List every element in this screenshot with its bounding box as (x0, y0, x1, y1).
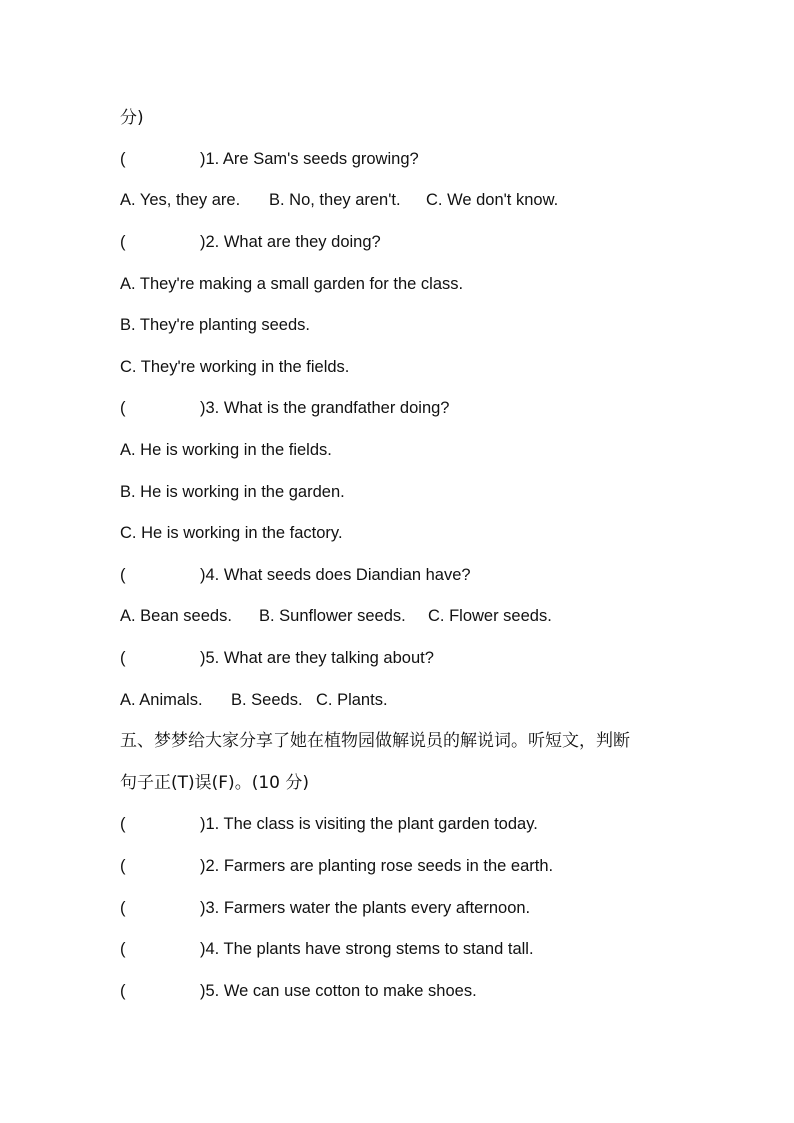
option-a: A. Animals. (120, 691, 203, 709)
answer-blank-open[interactable]: ( (120, 982, 126, 1000)
answer-blank-open[interactable]: ( (120, 150, 126, 168)
question-text: )5. What are they talking about? (200, 649, 434, 667)
question-3-option-a: A. He is working in the fields. (120, 441, 332, 459)
question-text: )2. What are they doing? (200, 233, 381, 251)
option-b: B. No, they aren't. (269, 191, 401, 209)
answer-blank-open[interactable]: ( (120, 940, 126, 958)
answer-blank-open[interactable]: ( (120, 566, 126, 584)
question-text: )3. What is the grandfather doing? (200, 399, 450, 417)
option-c: C. We don't know. (426, 191, 559, 209)
option-c: C. Flower seeds. (428, 607, 552, 625)
answer-blank-open[interactable]: ( (120, 815, 126, 833)
question-3-option-c: C. He is working in the factory. (120, 524, 343, 542)
question-text: )2. Farmers are planting rose seeds in the earth. (200, 857, 554, 875)
question-text: )1. Are Sam's seeds growing? (200, 150, 419, 168)
answer-blank-open[interactable]: ( (120, 649, 126, 667)
question-text: )3. Farmers water the plants every afternoon. (200, 899, 531, 917)
option-b: B. Sunflower seeds. (259, 607, 406, 625)
question-text: )4. The plants have strong stems to stand tall. (200, 940, 534, 958)
question-text: )4. What seeds does Diandian have? (200, 566, 471, 584)
question-2-option-a: A. They're making a small garden for the class. (120, 275, 464, 293)
question-3-option-b: B. He is working in the garden. (120, 483, 345, 501)
answer-blank-open[interactable]: ( (120, 399, 126, 417)
option-c: C. Plants. (316, 691, 388, 709)
question-2-option-b: B. They're planting seeds. (120, 316, 310, 334)
question-text: )1. The class is visiting the plant garden today. (200, 815, 538, 833)
answer-blank-open[interactable]: ( (120, 857, 126, 875)
section-5-title-line-1: 五、梦梦给大家分享了她在植物园做解说员的解说词。听短文，判断 (120, 731, 630, 751)
option-b: B. Seeds. (231, 691, 303, 709)
answer-blank-open[interactable]: ( (120, 233, 126, 251)
question-2-option-c: C. They're working in the fields. (120, 358, 350, 376)
option-a: A. Bean seeds. (120, 607, 232, 625)
section-5-title-line-2: 句子正(T)误(F)。(10 分) (120, 773, 309, 793)
answer-blank-open[interactable]: ( (120, 899, 126, 917)
option-a: A. Yes, they are. (120, 191, 241, 209)
intro-tail: 分) (120, 108, 144, 128)
question-text: )5. We can use cotton to make shoes. (200, 982, 477, 1000)
